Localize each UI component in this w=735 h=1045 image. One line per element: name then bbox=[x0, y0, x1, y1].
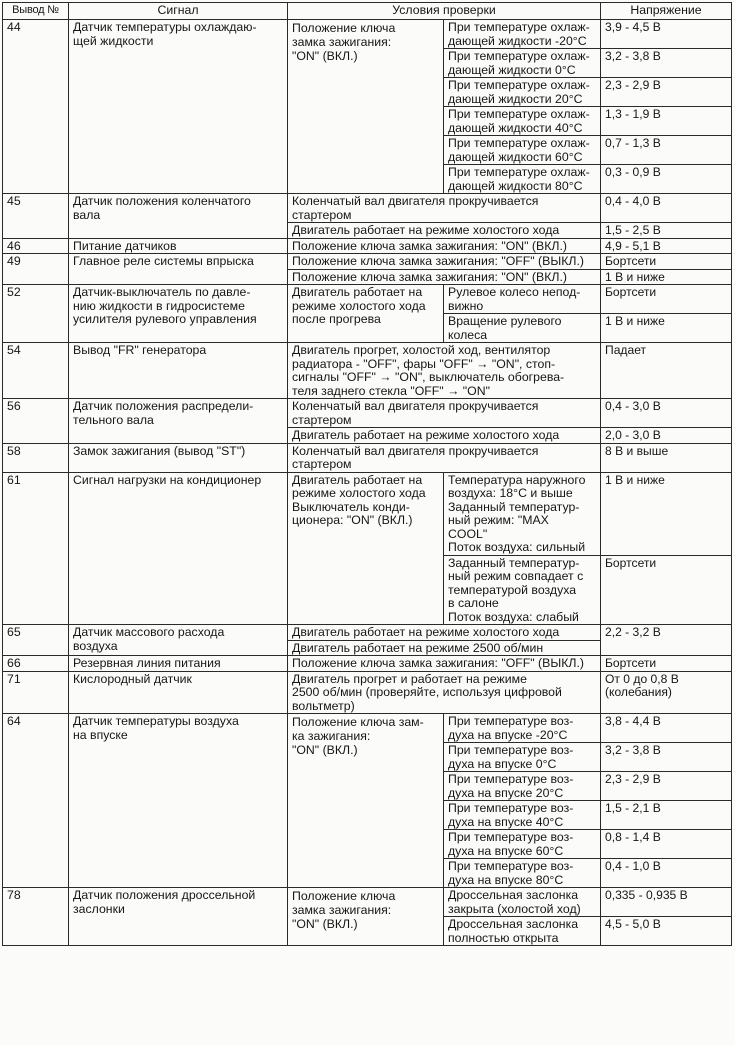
sub-condition-cell: При температуре воз- духа на впуске 80°C bbox=[444, 859, 601, 888]
sub-condition-cell: При температуре воз- духа на впуске 60°C bbox=[444, 830, 601, 859]
pin-cell: 52 bbox=[3, 285, 69, 343]
signal-cell: Кислородный датчик bbox=[69, 671, 288, 714]
pin-cell: 49 bbox=[3, 254, 69, 285]
voltage-cell: 1 В и ниже bbox=[601, 269, 732, 285]
sub-condition-cell: При температуре охлаж- дающей жидкости 40°C bbox=[444, 107, 601, 136]
header-signal: Сигнал bbox=[69, 3, 288, 20]
voltage-cell: 2,2 - 3,2 В bbox=[601, 625, 732, 656]
signal-cell: Датчик положения дроссельной заслонки bbox=[69, 888, 288, 946]
table-header-row bbox=[3, 3, 732, 20]
sub-condition-cell: При температуре воз- духа на впуске 40°C bbox=[444, 801, 601, 830]
condition-cell: Двигатель работает на режиме холостого хода bbox=[288, 625, 601, 641]
table-row bbox=[3, 625, 732, 641]
sub-condition-cell: Дроссельная заслонка полностью открыта bbox=[444, 917, 601, 946]
sub-condition-cell: Дроссельная заслонка закрыта (холостой ход) bbox=[444, 888, 601, 917]
condition-cell: Положение ключа замка зажигания: "ON" (ВКЛ.) bbox=[288, 888, 444, 946]
condition-cell: Двигатель прогрет и работает на режиме 2500 об/мин (проверяйте, используя цифровой вольтметр) bbox=[288, 671, 601, 714]
condition-cell: Положение ключа зам- ка зажигания: "ON" (ВКЛ.) bbox=[288, 714, 444, 888]
signal-cell: Сигнал нагрузки на кондиционер bbox=[69, 472, 288, 625]
table-row bbox=[3, 194, 732, 223]
header-voltage: Напряжение bbox=[601, 3, 732, 20]
sub-condition-cell: При температуре охлаж- дающей жидкости -20°C bbox=[444, 20, 601, 49]
header-pin: Вывод № bbox=[3, 3, 69, 20]
voltage-cell: 1,5 - 2,1 В bbox=[601, 801, 732, 830]
signal-cell: Датчик положения коленчатого вала bbox=[69, 194, 288, 239]
table-row bbox=[3, 343, 732, 399]
table-row bbox=[3, 399, 732, 428]
voltage-cell: 0,4 - 1,0 В bbox=[601, 859, 732, 888]
pin-cell: 54 bbox=[3, 343, 69, 399]
sub-condition-cell: Рулевое колесо непод- вижно bbox=[444, 285, 601, 314]
voltage-cell: Бортсети bbox=[601, 254, 732, 270]
signal-cell: Датчик-выключатель по давле- нию жидкости в гидросистеме усилителя рулевого управления bbox=[69, 285, 288, 343]
signal-cell: Главное реле системы впрыска bbox=[69, 254, 288, 285]
table-row bbox=[3, 238, 732, 254]
condition-cell: Двигатель работает на режиме холостого хода Выключатель конди- ционера: "ON" (ВКЛ.) bbox=[288, 472, 444, 625]
voltage-cell: 0,335 - 0,935 В bbox=[601, 888, 732, 917]
table-row bbox=[3, 254, 732, 270]
voltage-cell: 3,8 - 4,4 В bbox=[601, 714, 732, 743]
voltage-cell: 1 В и ниже bbox=[601, 472, 732, 555]
voltage-cell: 3,9 - 4,5 В bbox=[601, 20, 732, 49]
condition-cell: Коленчатый вал двигателя прокручивается стартером bbox=[288, 399, 601, 428]
voltage-cell: 8 В и выше bbox=[601, 443, 732, 472]
voltage-cell: 1,5 - 2,5 В bbox=[601, 223, 732, 239]
pin-voltage-table bbox=[2, 2, 732, 946]
voltage-cell: 4,9 - 5,1 В bbox=[601, 238, 732, 254]
condition-cell: Положение ключа замка зажигания: "ON" (ВКЛ.) bbox=[288, 238, 601, 254]
table-row bbox=[3, 472, 732, 555]
signal-cell: Вывод "FR" генератора bbox=[69, 343, 288, 399]
voltage-cell: Бортсети bbox=[601, 656, 732, 672]
table-row bbox=[3, 888, 732, 917]
voltage-cell: 1,3 - 1,9 В bbox=[601, 107, 732, 136]
pin-cell: 78 bbox=[3, 888, 69, 946]
sub-condition-cell: Температура наружного воздуха: 18°C и выше Заданный температур- ный режим: "MAX COOL" Поток воздуха: сильный bbox=[444, 472, 601, 555]
sub-condition-cell: Вращение рулевого колеса bbox=[444, 314, 601, 343]
condition-cell: Двигатель работает на режиме холостого хода после прогрева bbox=[288, 285, 444, 343]
signal-cell: Резервная линия питания bbox=[69, 656, 288, 672]
voltage-cell: 1 В и ниже bbox=[601, 314, 732, 343]
table-row bbox=[3, 656, 732, 672]
condition-cell: Двигатель работает на режиме 2500 об/мин bbox=[288, 640, 601, 656]
condition-cell: Положение ключа замка зажигания: "ON" (ВКЛ.) bbox=[288, 20, 444, 194]
table-row bbox=[3, 443, 732, 472]
sub-condition-cell: При температуре воз- духа на впуске 20°C bbox=[444, 772, 601, 801]
sub-condition-cell: При температуре охлаж- дающей жидкости 20°C bbox=[444, 78, 601, 107]
table-row bbox=[3, 714, 732, 743]
voltage-cell: 0,3 - 0,9 В bbox=[601, 165, 732, 194]
table-row bbox=[3, 671, 732, 714]
condition-cell: Коленчатый вал двигателя прокручивается стартером bbox=[288, 443, 601, 472]
voltage-cell: 3,2 - 3,8 В bbox=[601, 743, 732, 772]
pin-cell: 71 bbox=[3, 671, 69, 714]
voltage-cell: 2,3 - 2,9 В bbox=[601, 78, 732, 107]
voltage-cell: 4,5 - 5,0 В bbox=[601, 917, 732, 946]
voltage-cell: 0,8 - 1,4 В bbox=[601, 830, 732, 859]
signal-cell: Датчик температуры охлаждаю- щей жидкости bbox=[69, 20, 288, 194]
signal-cell: Датчик температуры воздуха на впуске bbox=[69, 714, 288, 888]
voltage-cell: 2,3 - 2,9 В bbox=[601, 772, 732, 801]
pin-cell: 66 bbox=[3, 656, 69, 672]
header-conditions: Условия проверки bbox=[288, 3, 601, 20]
sub-condition-cell: Заданный температур- ный режим совпадает с температурой воздуха в салоне Поток воздуха: слабый bbox=[444, 555, 601, 625]
sub-condition-cell: При температуре воз- духа на впуске 0°C bbox=[444, 743, 601, 772]
pin-cell: 65 bbox=[3, 625, 69, 656]
condition-cell: Положение ключа замка зажигания: "ON" (ВКЛ.) bbox=[288, 269, 601, 285]
signal-cell: Питание датчиков bbox=[69, 238, 288, 254]
signal-cell: Замок зажигания (вывод "ST") bbox=[69, 443, 288, 472]
signal-cell: Датчик массового расхода воздуха bbox=[69, 625, 288, 656]
sub-condition-cell: При температуре воз- духа на впуске -20°C bbox=[444, 714, 601, 743]
sub-condition-cell: При температуре охлаж- дающей жидкости 60°C bbox=[444, 136, 601, 165]
voltage-cell: 3,2 - 3,8 В bbox=[601, 49, 732, 78]
table-row bbox=[3, 20, 732, 49]
voltage-cell: Бортсети bbox=[601, 555, 732, 625]
condition-cell: Коленчатый вал двигателя прокручивается стартером bbox=[288, 194, 601, 223]
condition-cell: Положение ключа замка зажигания: "OFF" (ВЫКЛ.) bbox=[288, 656, 601, 672]
voltage-cell: 2,0 - 3,0 В bbox=[601, 428, 732, 444]
condition-cell: Двигатель прогрет, холостой ход, вентилятор радиатора - "OFF", фары "OFF" → "ON", стоп- сигналы "OFF" → "ON", выключатель обогрева- теля заднего стекла "OFF" → "ON" bbox=[288, 343, 601, 399]
sub-condition-cell: При температуре охлаж- дающей жидкости 0°C bbox=[444, 49, 601, 78]
condition-cell: Двигатель работает на режиме холостого хода bbox=[288, 223, 601, 239]
condition-cell: Положение ключа замка зажигания: "OFF" (ВЫКЛ.) bbox=[288, 254, 601, 270]
voltage-cell: 0,4 - 4,0 В bbox=[601, 194, 732, 223]
pin-cell: 61 bbox=[3, 472, 69, 625]
pin-cell: 44 bbox=[3, 20, 69, 194]
voltage-cell: 0,7 - 1,3 В bbox=[601, 136, 732, 165]
pin-cell: 58 bbox=[3, 443, 69, 472]
pin-cell: 46 bbox=[3, 238, 69, 254]
signal-cell: Датчик положения распредели- тельного вала bbox=[69, 399, 288, 444]
condition-cell: Двигатель работает на режиме холостого хода bbox=[288, 428, 601, 444]
pin-cell: 64 bbox=[3, 714, 69, 888]
pin-cell: 45 bbox=[3, 194, 69, 239]
voltage-cell: 0,4 - 3,0 В bbox=[601, 399, 732, 428]
voltage-cell: Падает bbox=[601, 343, 732, 399]
pin-cell: 56 bbox=[3, 399, 69, 444]
voltage-cell: Бортсети bbox=[601, 285, 732, 314]
voltage-cell: От 0 до 0,8 В (колебания) bbox=[601, 671, 732, 714]
sub-condition-cell: При температуре охлаж- дающей жидкости 80°C bbox=[444, 165, 601, 194]
table-row bbox=[3, 285, 732, 314]
